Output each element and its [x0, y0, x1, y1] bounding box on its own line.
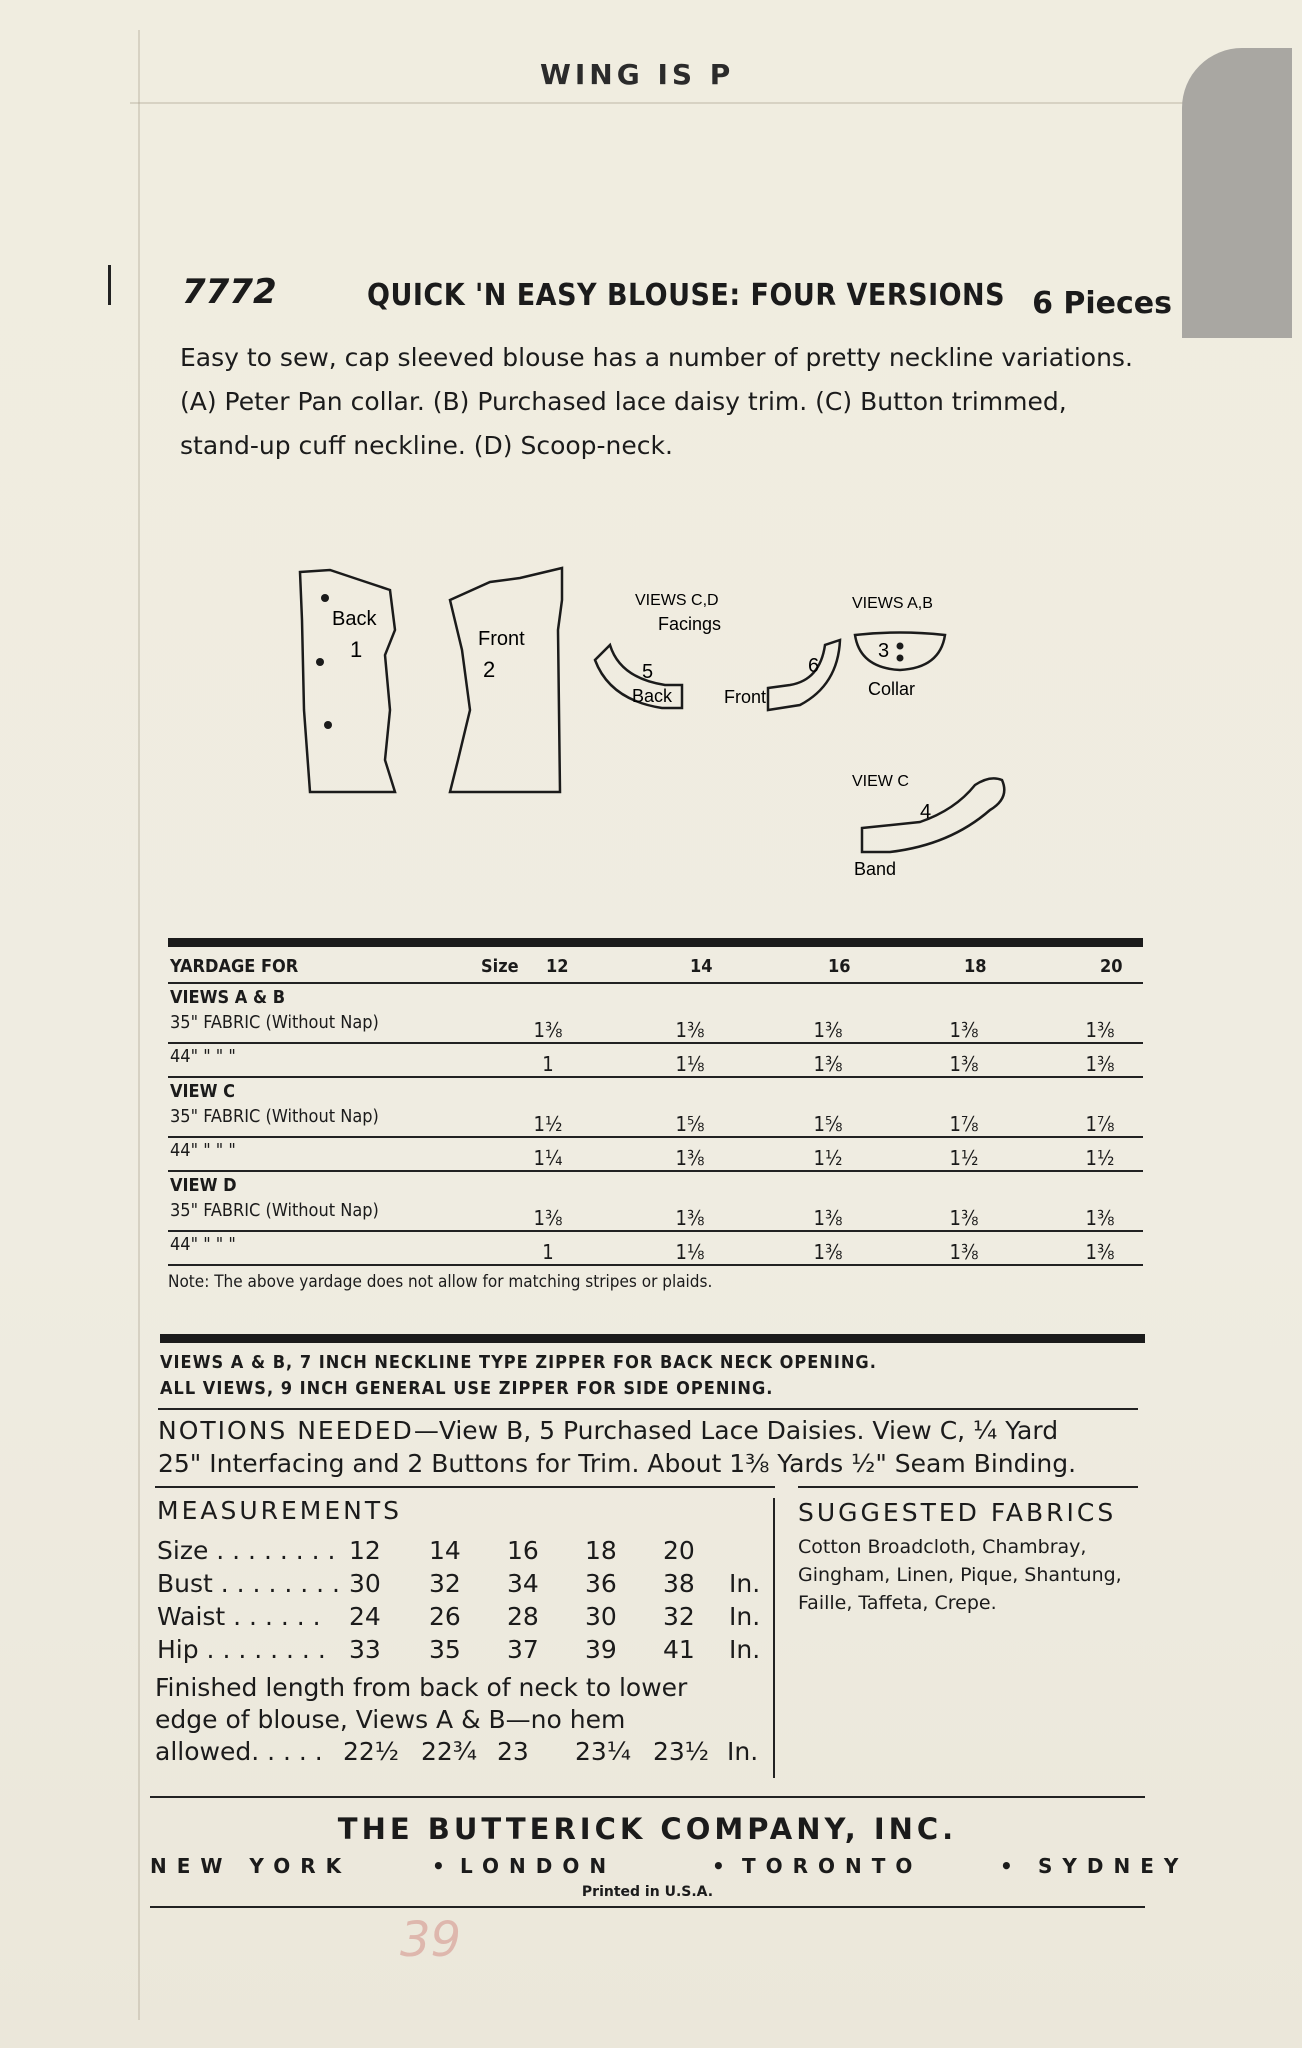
zipper-requirements [160, 1350, 1135, 1402]
facing-back-number: 5 [642, 661, 654, 683]
description-line: stand-up cuff neckline. (D) Scoop-neck. [180, 431, 673, 460]
facings-label: Facings [658, 614, 722, 634]
facing-front-label: Front [724, 687, 767, 707]
yardage-row-label: 35" FABRIC (Without Nap) [170, 1012, 379, 1033]
measurement-value: 37 [507, 1635, 539, 1664]
city-separator: • [432, 1854, 455, 1878]
measurement-value: 32 [429, 1569, 461, 1598]
yardage-cell: 1½ [949, 1146, 979, 1170]
yardage-cell: 1⅜ [949, 1052, 979, 1076]
measurement-row [157, 1536, 777, 1569]
yardage-row [168, 1010, 1143, 1044]
margin-tick [108, 265, 111, 305]
yardage-cell: 1⅞ [1085, 1112, 1115, 1136]
zipper-line: ALL VIEWS, 9 INCH GENERAL USE ZIPPER FOR SIDE OPENING. [160, 1378, 774, 1399]
collar-views-label: VIEWS A,B [852, 595, 933, 612]
suggested-fabrics [798, 1486, 1138, 1617]
yardage-cell: 1⅜ [813, 1018, 843, 1042]
size-column-header: 14 [690, 956, 713, 977]
yardage-cell: 1⅜ [1085, 1052, 1115, 1076]
zipper-top-rule [160, 1334, 1145, 1343]
yardage-cell: 1 [542, 1240, 554, 1264]
size-column-header: 12 [546, 956, 569, 977]
yardage-cell: 1⅛ [675, 1240, 705, 1264]
yardage-top-rule [168, 938, 1143, 947]
pieces-count: 6 Pieces [1032, 286, 1172, 321]
measurement-value: 39 [585, 1635, 617, 1664]
front-piece-outline [450, 568, 562, 792]
finished-length-text: Finished length from back of neck to lower [155, 1673, 688, 1702]
company-city: LONDON [460, 1854, 617, 1878]
finished-length-label: allowed. . . . . [155, 1737, 323, 1766]
column-divider [773, 1498, 775, 1778]
yardage-cell: 1⅝ [813, 1112, 843, 1136]
yardage-row-label: 44" " " " [170, 1046, 236, 1067]
band-view-label: VIEW C [852, 773, 909, 790]
yardage-cell: 1½ [533, 1112, 563, 1136]
front-piece-label: Front [478, 628, 525, 650]
measurement-value: 38 [663, 1569, 695, 1598]
yardage-cell: 1⅜ [1085, 1240, 1115, 1264]
company-city: NEW YORK [150, 1854, 352, 1878]
description-line: Easy to sew, cap sleeved blouse has a number of pretty neckline variations. [180, 343, 1133, 372]
notions-needed [158, 1408, 1138, 1480]
measurement-value: 35 [429, 1635, 461, 1664]
facing-front-outline [768, 640, 840, 710]
yardage-body [168, 984, 1143, 1266]
fabrics-line: Faille, Taffeta, Crepe. [798, 1592, 997, 1614]
yardage-row [168, 1044, 1143, 1078]
measurement-value: 32 [663, 1602, 695, 1631]
handwritten-stamp: 39 [400, 1912, 462, 1968]
bottom-rule [150, 1906, 1145, 1908]
yardage-cell: 1⅜ [949, 1206, 979, 1230]
measurement-value: 26 [429, 1602, 461, 1631]
yardage-cell: 1⅜ [813, 1052, 843, 1076]
measurements-table [155, 1486, 775, 1778]
yardage-row-label: 44" " " " [170, 1234, 236, 1255]
envelope-top-text: WING IS P [540, 58, 735, 91]
finished-length-value: 22½ [343, 1737, 400, 1766]
yardage-cell: 1½ [1085, 1146, 1115, 1170]
fabrics-list [798, 1533, 1138, 1617]
yardage-row-label: 35" FABRIC (Without Nap) [170, 1200, 379, 1221]
measurement-value: 34 [507, 1569, 539, 1598]
measurement-label: Hip . . . . . . . . [157, 1635, 326, 1664]
yardage-cell: 1⅜ [533, 1018, 563, 1042]
yardage-header-row [168, 948, 1143, 984]
yardage-cell: 1⅜ [675, 1206, 705, 1230]
size-column-header: 20 [1100, 956, 1123, 977]
yardage-cell: 1⅜ [533, 1206, 563, 1230]
finished-length-text: edge of blouse, Views A & B—no hem [155, 1705, 626, 1734]
pattern-header [182, 272, 1172, 332]
yardage-table [168, 948, 1143, 1292]
yardage-cell: 1⅜ [1085, 1206, 1115, 1230]
measurement-unit: In. [729, 1602, 761, 1631]
yardage-cell: 1⅜ [675, 1018, 705, 1042]
facing-back-label: Back [632, 686, 673, 706]
yardage-cell: 1⅜ [949, 1018, 979, 1042]
band-number: 4 [920, 801, 932, 823]
pattern-description [180, 336, 1160, 468]
pattern-number: 7772 [182, 272, 277, 312]
measurement-value: 36 [585, 1569, 617, 1598]
measurement-label: Waist . . . . . . [157, 1602, 321, 1631]
finished-length-value: 23¼ [575, 1737, 632, 1766]
yardage-cell: 1⅜ [675, 1146, 705, 1170]
measurement-value: 12 [349, 1536, 381, 1565]
company-city: TORONTO [742, 1854, 923, 1878]
collar-outline [855, 633, 945, 671]
facing-front-number: 6 [808, 655, 820, 677]
measurement-unit: In. [729, 1635, 761, 1664]
envelope-side-flap [18, 30, 140, 2020]
pattern-pieces-svg [290, 560, 1010, 900]
finished-length-value: 23 [497, 1737, 529, 1766]
yardage-cell: 1 [542, 1052, 554, 1076]
yardage-cell: 1⅞ [949, 1112, 979, 1136]
fabrics-line: Gingham, Linen, Pique, Shantung, [798, 1564, 1122, 1586]
measurement-row [157, 1569, 777, 1602]
yardage-row-label: 44" " " " [170, 1140, 236, 1161]
company-block [150, 1796, 1189, 1900]
measurement-value: 18 [585, 1536, 617, 1565]
yardage-row [168, 1138, 1143, 1172]
yardage-note: Note: The above yardage does not allow for matching stripes or plaids. [168, 1272, 713, 1292]
pattern-pieces-diagram [290, 560, 1010, 900]
finished-length-unit: In. [727, 1737, 759, 1766]
printed-in: Printed in U.S.A. [581, 1884, 714, 1900]
measurement-label: Bust . . . . . . . . [157, 1569, 340, 1598]
yardage-heading: YARDAGE FOR [170, 956, 299, 977]
notions-heading: NOTIONS NEEDED [158, 1416, 414, 1445]
measurement-value: 30 [349, 1569, 381, 1598]
yardage-cell: 1⅜ [1085, 1018, 1115, 1042]
fabrics-heading: SUGGESTED FABRICS [798, 1498, 1117, 1527]
yardage-row [168, 1232, 1143, 1266]
measurement-value: 33 [349, 1635, 381, 1664]
yardage-cell: 1⅜ [813, 1240, 843, 1264]
yardage-cell: 1¼ [533, 1146, 563, 1170]
measurement-unit: In. [729, 1569, 761, 1598]
yardage-row [168, 1198, 1143, 1232]
measurement-row [157, 1602, 777, 1635]
measurements-heading: MEASUREMENTS [157, 1496, 403, 1525]
finished-length [155, 1672, 775, 1768]
finished-length-value: 23½ [653, 1737, 710, 1766]
measurement-value: 41 [663, 1635, 695, 1664]
fabrics-line: Cotton Broadcloth, Chambray, [798, 1536, 1087, 1558]
notions-text: 25" Interfacing and 2 Buttons for Trim. About 1⅜ Yards ½" Seam Binding. [158, 1449, 1077, 1478]
zipper-line: VIEWS A & B, 7 INCH NECKLINE TYPE ZIPPER FOR BACK NECK OPENING. [160, 1352, 877, 1373]
yardage-cell: 1⅜ [949, 1240, 979, 1264]
city-separator: • [1000, 1854, 1023, 1878]
back-piece-outline [300, 570, 395, 792]
notions-text: —View B, 5 Purchased Lace Daisies. View C, ¼ Yard [413, 1416, 1059, 1445]
size-column-header: 18 [964, 956, 987, 977]
back-piece-number: 1 [350, 637, 363, 662]
facings-views-label: VIEWS C,D [635, 592, 719, 609]
front-piece-number: 2 [483, 657, 496, 682]
back-piece-label: Back [332, 608, 377, 630]
measurement-value: 28 [507, 1602, 539, 1631]
description-line: (A) Peter Pan collar. (B) Purchased lace daisy trim. (C) Button trimmed, [180, 387, 1067, 416]
finished-length-value: 22¾ [421, 1737, 478, 1766]
measurement-row [157, 1635, 777, 1668]
yardage-cell: 1½ [813, 1146, 843, 1170]
collar-number: 3 [878, 640, 890, 662]
measurement-value: 20 [663, 1536, 695, 1565]
yardage-section-title: VIEW C [170, 1081, 236, 1102]
yardage-row-label: 35" FABRIC (Without Nap) [170, 1106, 379, 1127]
size-column-header: 16 [828, 956, 851, 977]
measurement-value: 14 [429, 1536, 461, 1565]
yardage-cell: 1⅛ [675, 1052, 705, 1076]
yardage-row [168, 1104, 1143, 1138]
size-label: Size [481, 956, 519, 977]
band-label: Band [854, 859, 897, 879]
company-cities [150, 1854, 1189, 1882]
company-name: THE BUTTERICK COMPANY, INC. [337, 1812, 958, 1846]
yardage-cell: 1⅜ [813, 1206, 843, 1230]
city-separator: • [712, 1854, 735, 1878]
measurement-value: 30 [585, 1602, 617, 1631]
yardage-section-title: VIEWS A & B [170, 987, 286, 1008]
collar-label: Collar [868, 679, 916, 699]
envelope-grey-tab [1182, 48, 1292, 338]
yardage-cell: 1⅝ [675, 1112, 705, 1136]
measurement-label: Size . . . . . . . . [157, 1536, 336, 1565]
measurement-value: 24 [349, 1602, 381, 1631]
company-city: SYDNEY [1038, 1854, 1189, 1878]
yardage-section-title: VIEW D [170, 1175, 237, 1196]
measurement-value: 16 [507, 1536, 539, 1565]
pattern-title: QUICK 'N EASY BLOUSE: FOUR VERSIONS [367, 278, 1006, 313]
